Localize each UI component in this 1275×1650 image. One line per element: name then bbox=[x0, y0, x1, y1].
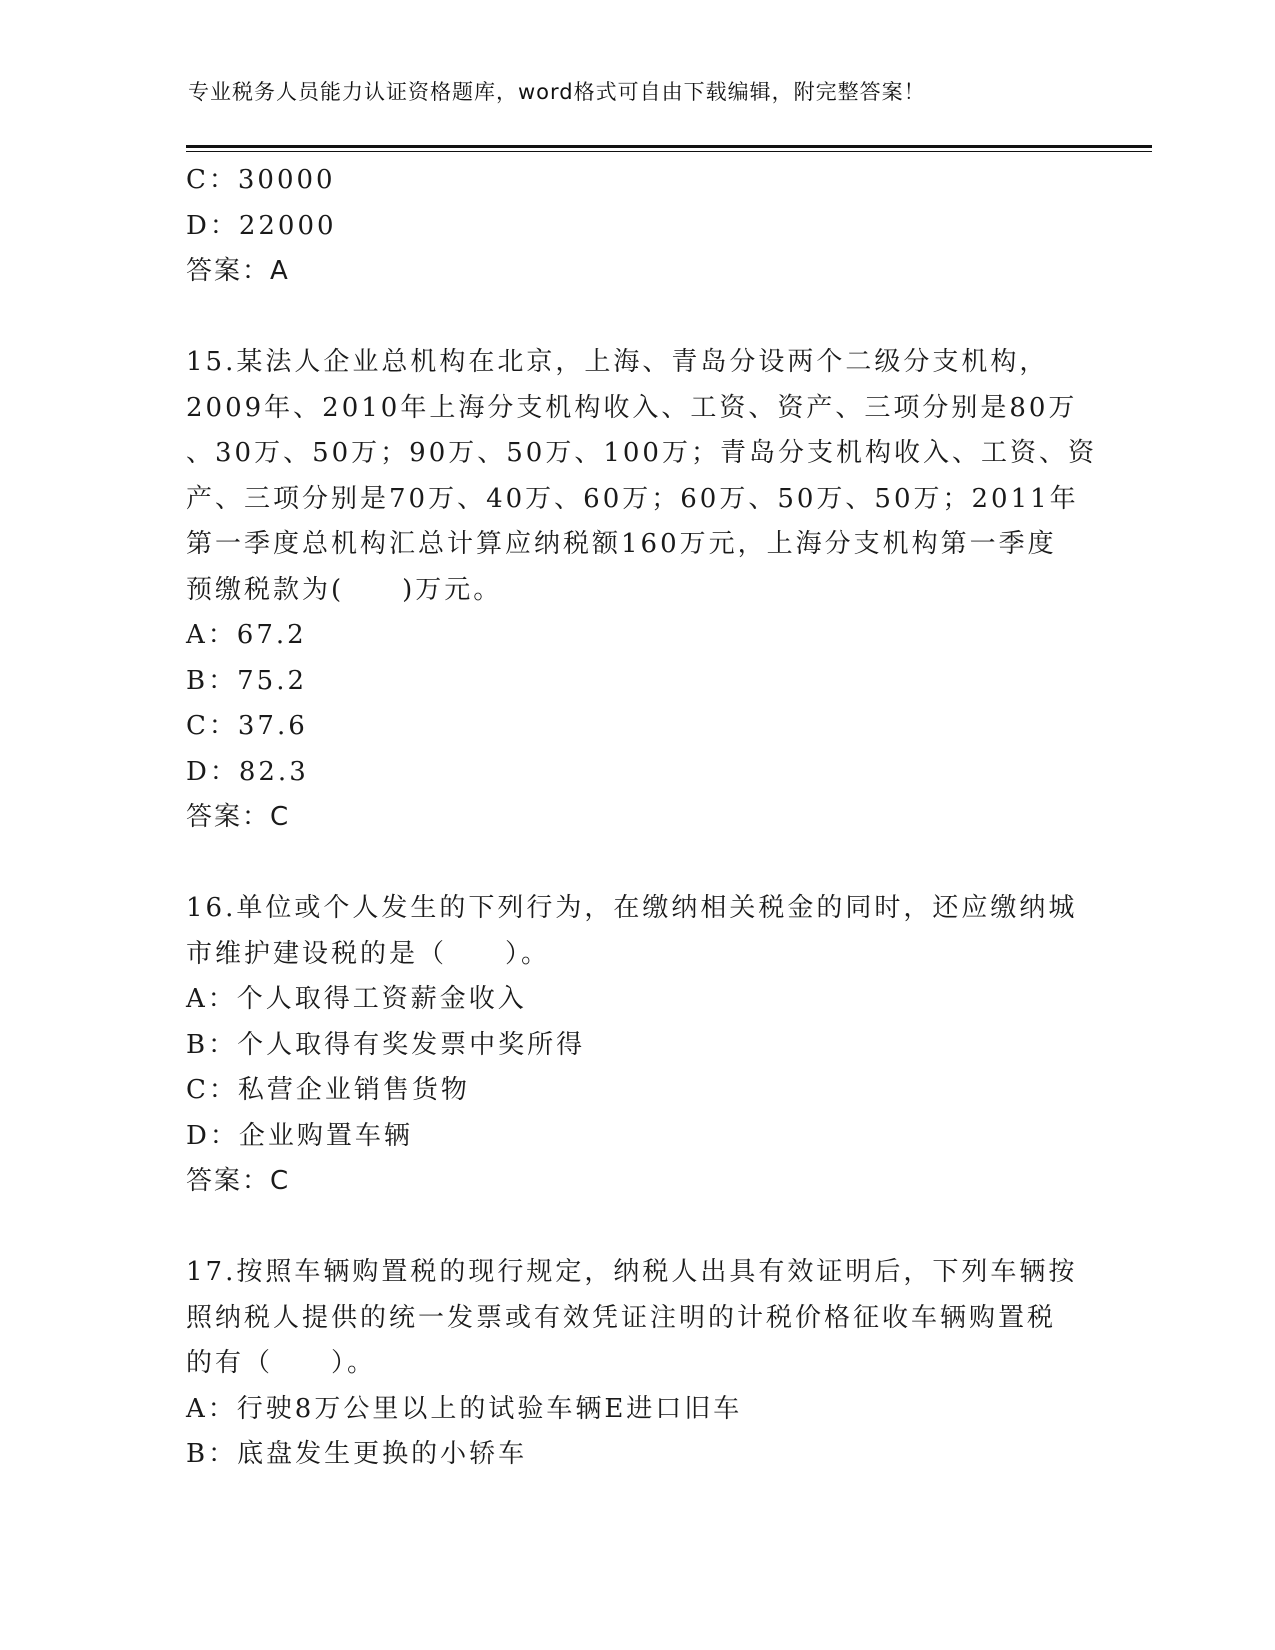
question-15 bbox=[186, 340, 1097, 841]
page-header: 专业税务人员能力认证资格题库，word格式可自由下载编辑，附完整答案！ bbox=[188, 80, 926, 104]
q16-option-b: B：个人取得有奖发票中奖所得 bbox=[186, 1029, 586, 1060]
q15-stem-line-5: 第一季度总机构汇总计算应纳税额160万元，上海分支机构第一季度 bbox=[186, 529, 1057, 559]
q15-stem-line-1: 15.某法人企业总机构在北京，上海、青岛分设两个二级分支机构， bbox=[186, 347, 1049, 377]
spacer bbox=[186, 1205, 1086, 1251]
q15-option-d: D：82.3 bbox=[186, 756, 309, 787]
q17-stem-line-3: 的有（ ）。 bbox=[186, 1348, 377, 1378]
q17-stem-line-1: 17.按照车辆购置税的现行规定，纳税人出具有效证明后，下列车辆按 bbox=[186, 1257, 1078, 1287]
q16-stem-line-1: 16.单位或个人发生的下列行为，在缴纳相关税金的同时，还应缴纳城 bbox=[186, 893, 1078, 923]
spacer bbox=[186, 841, 1086, 887]
q15-stem-line-4: 产、三项分别是70万、40万、60万；60万、50万、50万；2011年 bbox=[186, 483, 1079, 514]
document-body bbox=[186, 158, 1097, 1478]
header-rule-thick bbox=[186, 145, 1152, 148]
question-16 bbox=[186, 886, 1086, 1205]
q16-option-d: D：企业购置车辆 bbox=[186, 1120, 413, 1151]
q16-option-a: A：个人取得工资薪金收入 bbox=[186, 984, 527, 1014]
q16-stem-line-2: 市维护建设税的是（ ）。 bbox=[186, 938, 551, 969]
q15-option-c: C：37.6 bbox=[186, 711, 308, 741]
q14-option-c: C：30000 bbox=[186, 165, 336, 195]
q16-option-c: C：私营企业销售货物 bbox=[186, 1075, 470, 1105]
q14-option-d: D：22000 bbox=[186, 210, 337, 241]
q15-stem-line-6: 预缴税款为( )万元。 bbox=[186, 574, 503, 605]
question-14-fragment bbox=[186, 158, 1086, 295]
q17-option-a: A：行驶8万公里以上的试验车辆E进口旧车 bbox=[186, 1393, 743, 1424]
q15-option-a: A：67.2 bbox=[186, 620, 307, 650]
spacer bbox=[186, 295, 1086, 341]
q15-stem-line-3: 、30万、50万；90万、50万、100万；青岛分支机构收入、工资、资 bbox=[186, 438, 1097, 468]
q14-answer: 答案：A bbox=[186, 256, 290, 286]
q17-option-b: B：底盘发生更换的小轿车 bbox=[186, 1439, 528, 1469]
question-17 bbox=[186, 1250, 1086, 1478]
q15-answer: 答案：C bbox=[186, 802, 291, 832]
header-rule-thin bbox=[186, 151, 1152, 152]
q15-stem-line-2: 2009年、2010年上海分支机构收入、工资、资产、三项分别是80万 bbox=[186, 392, 1078, 423]
q17-stem-line-2: 照纳税人提供的统一发票或有效凭证注明的计税价格征收车辆购置税 bbox=[186, 1302, 1057, 1333]
q16-answer: 答案：C bbox=[186, 1166, 291, 1196]
q15-option-b: B：75.2 bbox=[186, 665, 307, 696]
